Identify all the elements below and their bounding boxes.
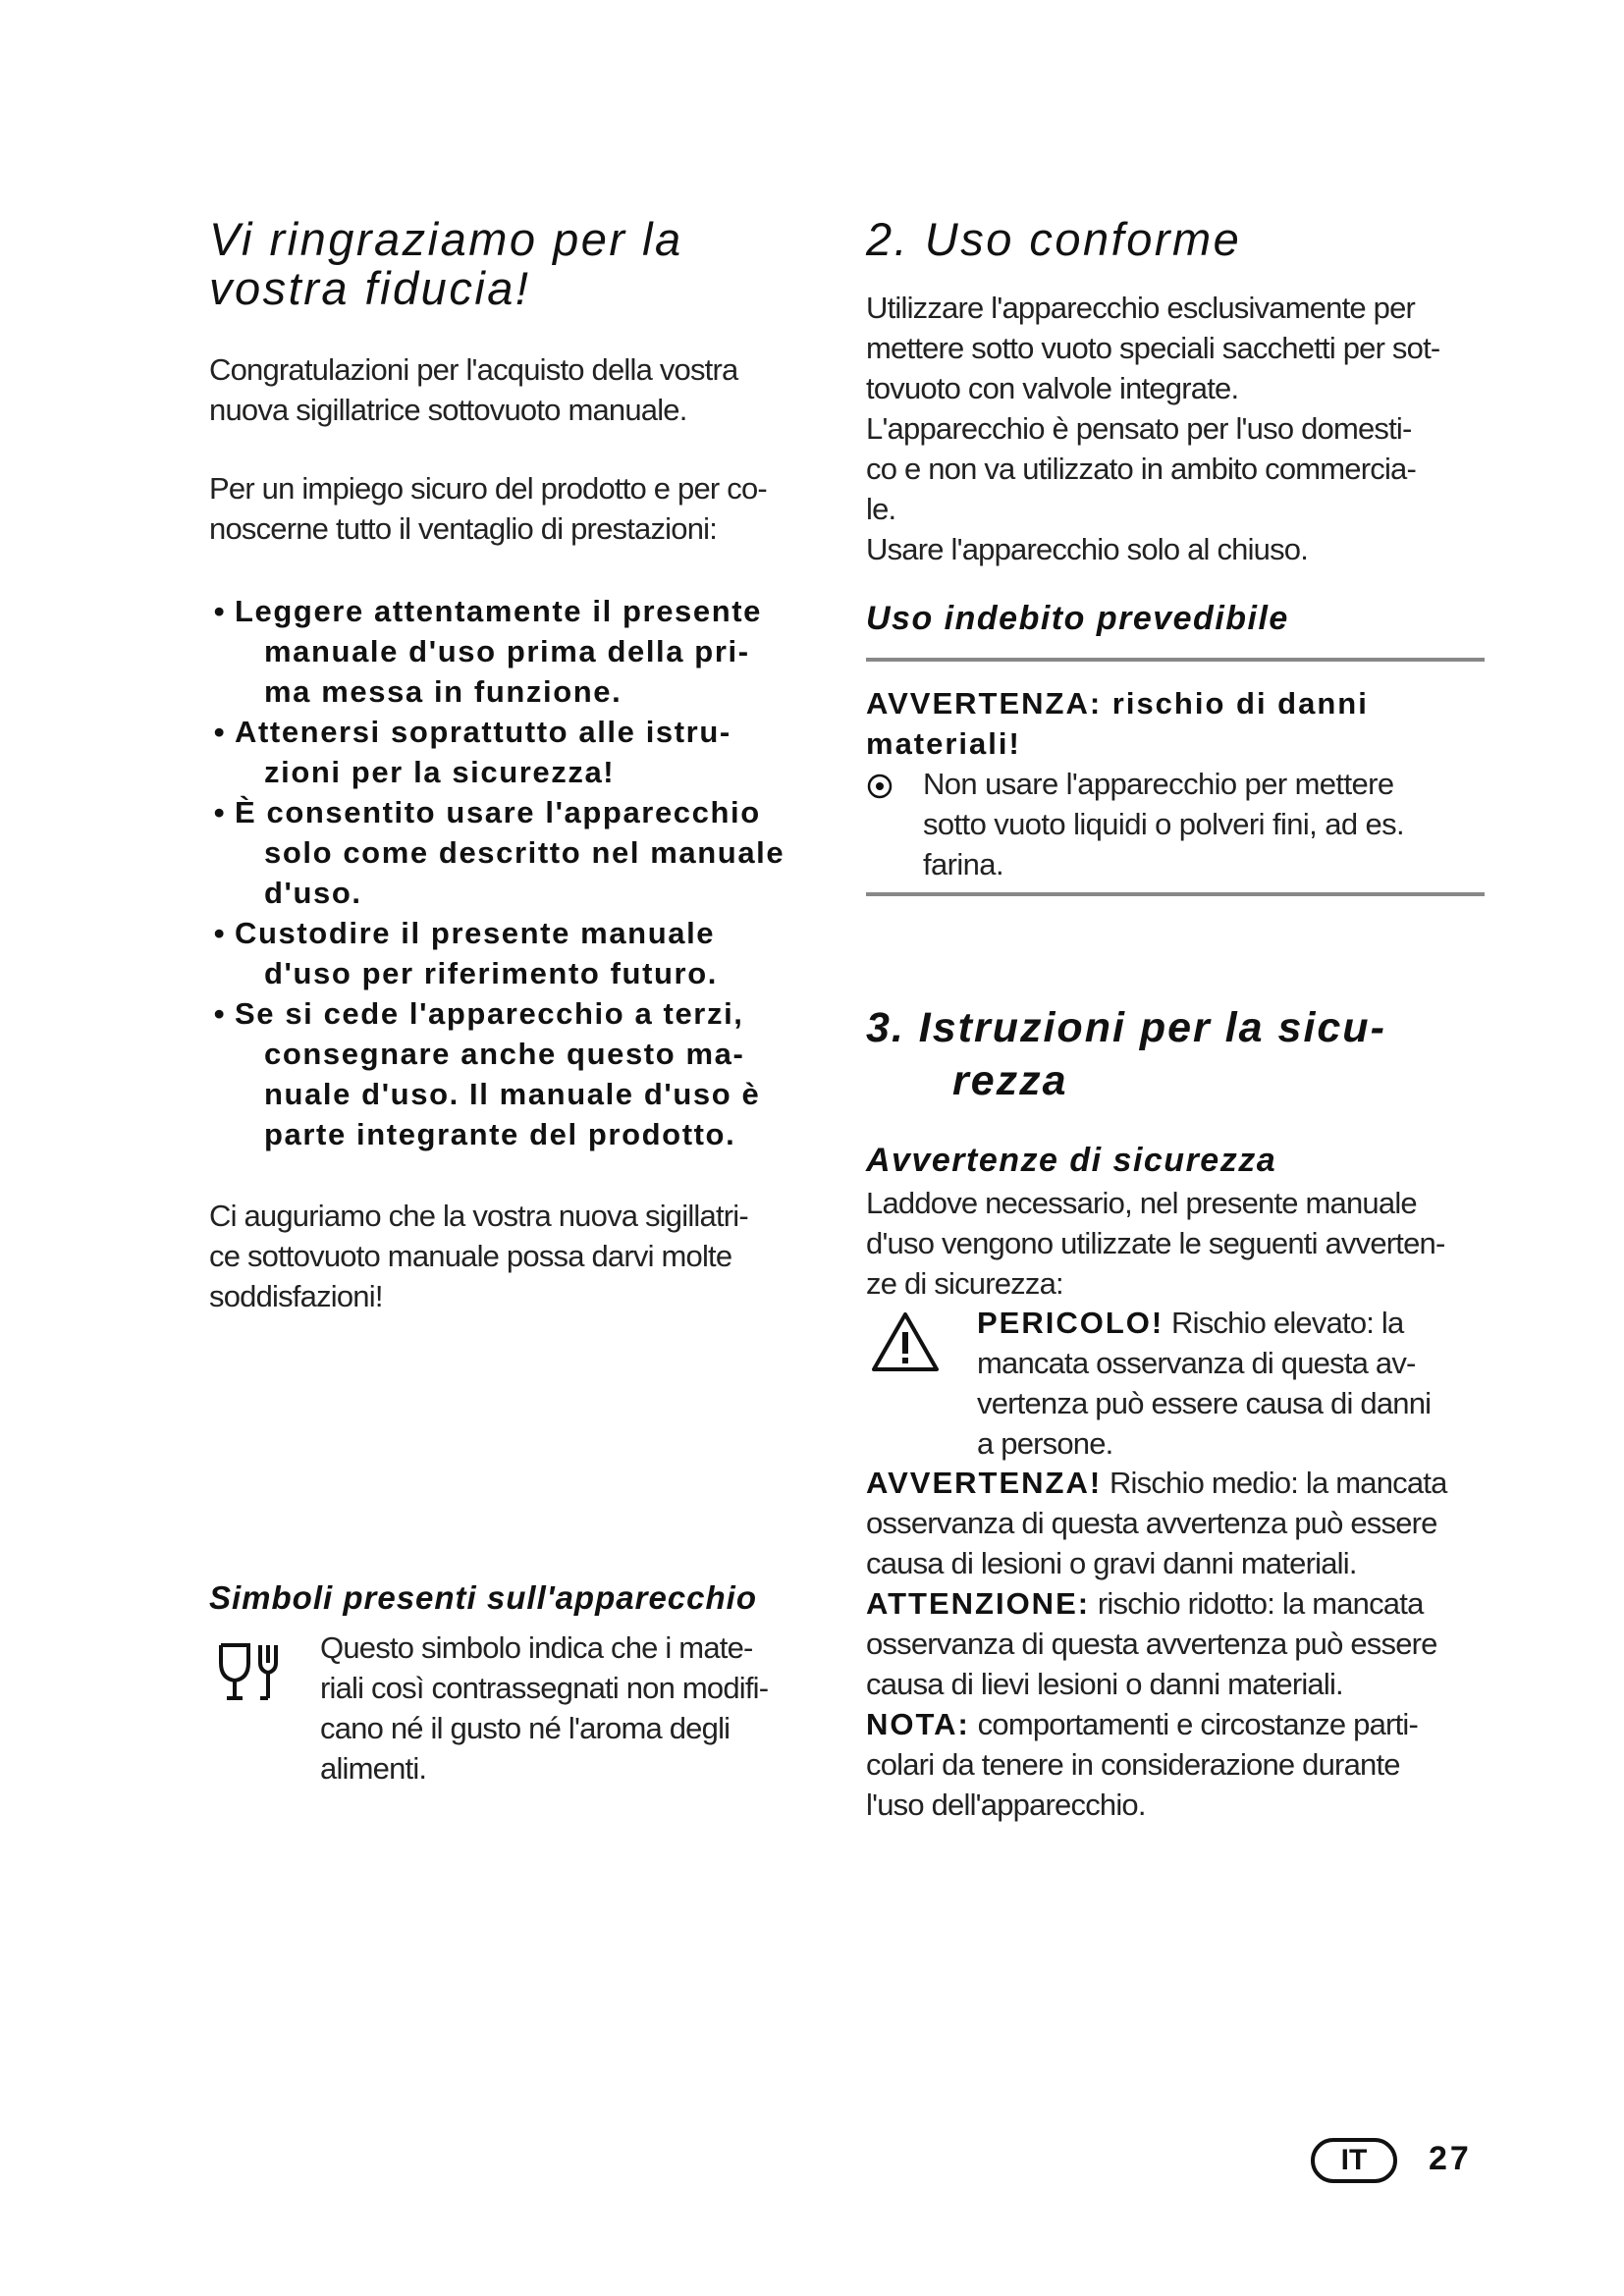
list-item-line: Attenersi soprattutto alle istru- <box>235 715 731 749</box>
section-3-title-line: 3. Istruzioni per la sicu- <box>866 1004 1386 1051</box>
caution-line: osservanza di questa avvertenza può essere <box>866 1627 1437 1661</box>
note-line: l'uso dell'apparecchio. <box>866 1788 1146 1822</box>
bullet-icon: • <box>213 795 227 829</box>
danger-line: Rischio elevato: la <box>1164 1306 1404 1340</box>
food-safe-icon <box>215 1637 286 1716</box>
list-item-line: zioni per la sicurezza! <box>264 755 616 789</box>
symbols-heading: Simboli presenti sull'apparecchio <box>209 1579 757 1616</box>
section-3-title <box>866 1001 1386 1107</box>
safety-warnings-heading: Avvertenze di sicurezza <box>866 1142 1277 1179</box>
safety-intro <box>866 1183 1445 1304</box>
danger-line: vertenza può essere causa di danni <box>977 1386 1432 1420</box>
s2-line: tovuoto con valvole integrate. <box>866 371 1239 405</box>
safety-intro-line: d'uso vengono utilizzate le seguenti avverten- <box>866 1226 1445 1260</box>
caution-notice <box>866 1583 1437 1704</box>
divider <box>866 892 1485 896</box>
intro-p1-line: Congratulazioni per l'acquisto della vostra <box>209 352 738 387</box>
warning-line: Rischio medio: la mancata <box>1102 1466 1447 1500</box>
caution-keyword: ATTENZIONE: <box>866 1586 1091 1621</box>
s2-line: Utilizzare l'apparecchio esclusivamente per <box>866 291 1416 325</box>
misuse-item-line: sotto vuoto liquidi o polveri fini, ad es. <box>923 807 1405 841</box>
section-2-title: 2. Uso conforme <box>866 213 1242 265</box>
page-number: 27 <box>1429 2140 1472 2177</box>
list-item-line: consegnare anche questo ma- <box>264 1037 745 1071</box>
symbol-text-line: cano né il gusto né l'aroma degli <box>320 1711 731 1745</box>
instructions-list <box>209 591 838 1154</box>
warning-triangle-icon <box>870 1310 941 1375</box>
thanks-title <box>209 215 683 313</box>
list-item-line: d'uso per riferimento futuro. <box>264 956 718 990</box>
list-item-line: manuale d'uso prima della pri- <box>264 634 750 668</box>
language-badge: IT <box>1311 2138 1397 2183</box>
misuse-warning-line: materiali! <box>866 726 1021 761</box>
bullet-icon: • <box>213 996 227 1031</box>
list-item <box>209 792 838 913</box>
symbol-text-line: Questo simbolo indica che i mate- <box>320 1630 753 1665</box>
list-item-line: solo come descritto nel manuale <box>264 835 785 870</box>
symbol-text-line: riali così contrassegnati non modifi- <box>320 1671 769 1705</box>
safety-intro-line: ze di sicurezza: <box>866 1266 1063 1301</box>
list-item <box>209 712 838 792</box>
intro-paragraph-1 <box>209 349 737 430</box>
s2-line: L'apparecchio è pensato per l'uso domesti- <box>866 411 1412 446</box>
thanks-title-line-1: Vi ringraziamo per la <box>209 213 683 265</box>
danger-keyword: PERICOLO! <box>977 1306 1164 1340</box>
note-line: comportamenti e circostanze parti- <box>969 1707 1418 1741</box>
list-item-line: Custodire il presente manuale <box>235 916 716 950</box>
misuse-item-line: Non usare l'apparecchio per mettere <box>923 767 1394 801</box>
closing-paragraph <box>209 1196 748 1316</box>
danger-notice <box>977 1303 1488 1464</box>
list-item-line: Leggere attentamente il presente <box>235 594 763 628</box>
list-item <box>209 591 838 712</box>
bullet-icon: • <box>213 916 227 950</box>
divider <box>866 658 1485 662</box>
note-keyword: NOTA: <box>866 1707 970 1741</box>
intro-p1-line: nuova sigillatrice sottovuoto manuale. <box>209 393 687 427</box>
list-item-line: parte integrante del prodotto. <box>264 1117 736 1151</box>
misuse-heading: Uso indebito prevedibile <box>866 600 1289 637</box>
closing-line: soddisfazioni! <box>209 1279 383 1313</box>
danger-line: a persone. <box>977 1426 1113 1461</box>
warning-notice <box>866 1463 1447 1583</box>
misuse-warning-line: AVVERTENZA: rischio di danni <box>866 686 1369 721</box>
safety-intro-line: Laddove necessario, nel presente manuale <box>866 1186 1417 1220</box>
closing-line: ce sottovuoto manuale possa darvi molte <box>209 1239 732 1273</box>
misuse-item-line: farina. <box>923 847 1003 881</box>
section-2-body <box>866 288 1439 569</box>
list-item-line: ma messa in funzione. <box>264 674 623 709</box>
closing-line: Ci auguriamo che la vostra nuova sigillatri- <box>209 1199 748 1233</box>
symbol-text-line: alimenti. <box>320 1751 427 1786</box>
list-item <box>209 913 838 993</box>
s2-line: le. <box>866 492 896 526</box>
warning-keyword: AVVERTENZA! <box>866 1466 1103 1500</box>
list-item-line: d'uso. <box>264 876 362 910</box>
section-3-title-line: rezza <box>952 1057 1068 1104</box>
s2-line: mettere sotto vuoto speciali sacchetti per sot- <box>866 331 1440 365</box>
caution-line: causa di lievi lesioni o danni materiali. <box>866 1667 1343 1701</box>
note-notice <box>866 1704 1418 1825</box>
intro-paragraph-2 <box>209 468 767 549</box>
bullet-icon: • <box>213 715 227 749</box>
warning-line: causa di lesioni o gravi danni materiali. <box>866 1546 1357 1580</box>
warning-line: osservanza di questa avvertenza può essere <box>866 1506 1437 1540</box>
misuse-warning <box>866 683 1369 764</box>
danger-line: mancata osservanza di questa av- <box>977 1346 1416 1380</box>
list-item-line: È consentito usare l'apparecchio <box>235 795 761 829</box>
note-line: colari da tenere in considerazione durante <box>866 1747 1400 1782</box>
list-item <box>209 993 838 1154</box>
list-item-line: nuale d'uso. Il manuale d'uso è <box>264 1077 761 1111</box>
list-item-line: Se si cede l'apparecchio a terzi, <box>235 996 744 1031</box>
prohibited-bullet-icon <box>866 764 901 809</box>
intro-p2-line: noscerne tutto il ventaglio di prestazioni: <box>209 511 718 546</box>
thanks-title-line-2: vostra fiducia! <box>209 262 531 314</box>
caution-line: rischio ridotto: la mancata <box>1090 1586 1424 1621</box>
s2-line: Usare l'apparecchio solo al chiuso. <box>866 532 1309 566</box>
bullet-icon: • <box>213 594 227 628</box>
intro-p2-line: Per un impiego sicuro del prodotto e per co- <box>209 471 767 506</box>
s2-line: co e non va utilizzato in ambito commercia- <box>866 452 1417 486</box>
symbol-description <box>320 1628 840 1789</box>
